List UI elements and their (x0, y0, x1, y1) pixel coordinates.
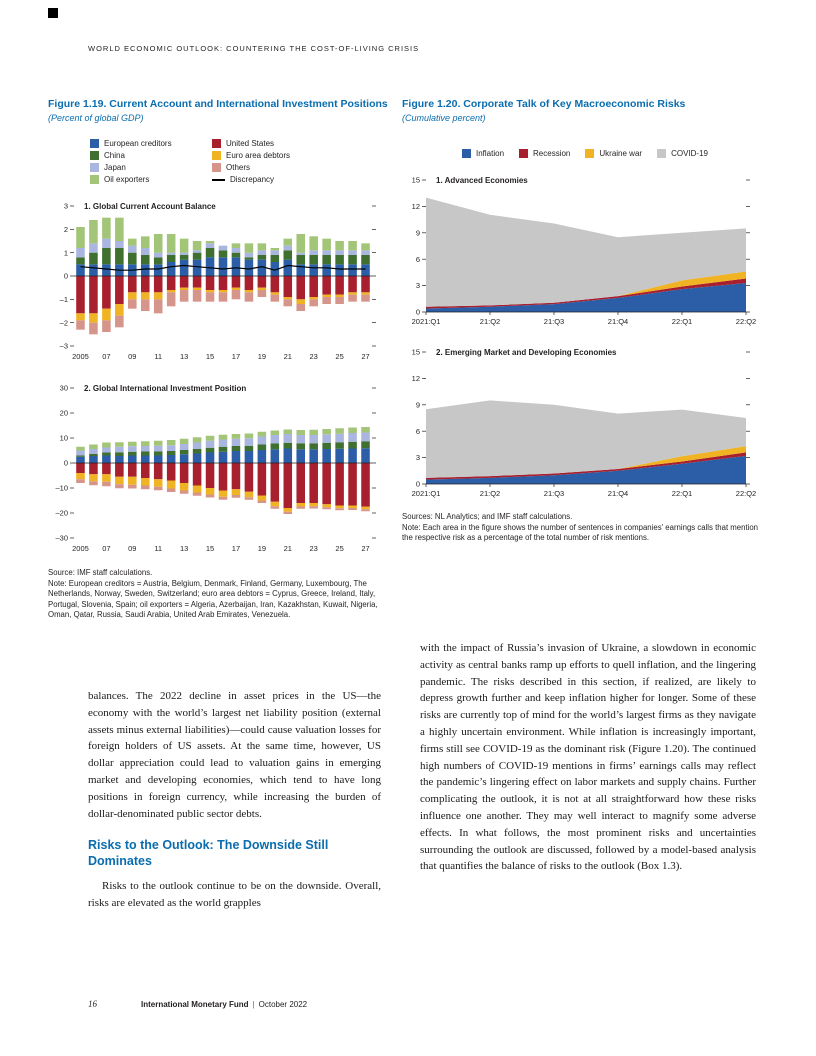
svg-text:0: 0 (63, 271, 68, 281)
svg-text:09: 09 (128, 544, 137, 553)
svg-text:0: 0 (63, 458, 68, 468)
svg-text:25: 25 (335, 352, 344, 361)
svg-text:–10: –10 (55, 483, 68, 493)
svg-text:20: 20 (59, 408, 68, 418)
svg-text:30: 30 (59, 383, 68, 393)
legend-item (212, 175, 344, 184)
color-swatch (657, 149, 666, 158)
svg-text:15: 15 (411, 175, 420, 185)
svg-text:2005: 2005 (72, 544, 89, 553)
x-labels (412, 312, 757, 326)
svg-text:22:Q1: 22:Q1 (671, 489, 693, 498)
svg-text:11: 11 (154, 352, 163, 361)
color-swatch (90, 163, 99, 172)
color-swatch (519, 149, 528, 158)
color-swatch (212, 139, 221, 148)
svg-text:07: 07 (102, 544, 111, 553)
x-labels (412, 484, 757, 498)
figure-1-19 (48, 98, 390, 621)
svg-text:0: 0 (415, 479, 420, 489)
svg-text:09: 09 (128, 352, 137, 361)
figure-1-19-source: Source: IMF staff calculations. (48, 568, 153, 577)
svg-text:27: 27 (361, 544, 370, 553)
running-head: WORLD ECONOMIC OUTLOOK: COUNTERING THE COST-OF-LIVING CRISIS (88, 44, 420, 53)
body-paragraph: balances. The 2022 decline in asset prices in the US—the economy with the world’s largest net liability position (external assets minus external liabilities)—could cause valuation losses for foreign holders of US assets. At the same time, however, US dollar appreciation could lead to valuation gains in emerging market and developing economies, which tend to have long positions in foreign currency, while increasing the burden of dollar-denominated public sector debts. (88, 690, 381, 820)
svg-text:–3: –3 (59, 341, 68, 351)
svg-text:17: 17 (231, 544, 241, 553)
svg-text:19: 19 (257, 544, 267, 553)
section-heading: Risks to the Outlook: The Downside Still Dominates (88, 838, 329, 868)
svg-text:27: 27 (361, 352, 370, 361)
svg-text:22:Q2: 22:Q2 (735, 489, 757, 498)
svg-text:9: 9 (415, 228, 420, 238)
color-swatch (212, 163, 221, 172)
print-corner-mark (48, 8, 58, 18)
svg-text:25: 25 (335, 544, 344, 553)
legend-label: United States (226, 139, 275, 148)
footer-separator: | (252, 1000, 255, 1009)
color-swatch (462, 149, 471, 158)
svg-text:07: 07 (102, 352, 111, 361)
svg-text:2005: 2005 (72, 352, 89, 361)
svg-text:22:Q1: 22:Q1 (671, 317, 693, 326)
figure-1-20-source: Sources: NL Analytics; and IMF staff calculations. (402, 512, 573, 521)
legend-label: European creditors (104, 139, 172, 148)
body-paragraph: Risks to the outlook continue to be on the downside. Overall, risks are elevated as the world grapples (88, 880, 381, 910)
x-labels (72, 352, 370, 361)
body-column-left (88, 688, 381, 912)
page-number: 16 (88, 999, 97, 1009)
svg-text:15: 15 (205, 544, 215, 553)
chart-global-current-account-balance (48, 196, 382, 364)
svg-text:23: 23 (309, 544, 318, 553)
chart-advanced-economies-risks (402, 170, 758, 328)
panel-title: 1. Global Current Account Balance (84, 202, 216, 211)
svg-text:21:Q3: 21:Q3 (543, 317, 565, 326)
svg-text:22:Q2: 22:Q2 (735, 317, 757, 326)
svg-text:2: 2 (63, 224, 68, 234)
svg-text:–2: –2 (59, 318, 68, 328)
svg-text:3: 3 (415, 281, 420, 291)
svg-text:6: 6 (415, 426, 420, 436)
svg-text:15: 15 (411, 347, 420, 357)
color-swatch (90, 139, 99, 148)
body-paragraph: with the impact of Russia’s invasion of Ukraine, a slowdown in economic activity as central banks ramp up efforts to quell inflation, and the lingering pandemic. The risks described in this section, if realized, are likely to depress growth further and keep inflation higher for longer. Some of these risks are currently top of mind for the world’s largest firms as they navigate a highly uncertain environment. While inflation is increasingly important, firms still see COVID-19 as the dominant risk (Figure 1.20). The continued high numbers of COVID-19 mentions in firms’ earnings calls may reflect the pandemic’s lingering effect on labor markets and supply chains. Further complicating the outlook, it is not at all straightforward how these risks influence one another. They may well interact to magnify some adverse effects. In what follows, the most prominent risks and uncertainties surrounding the outlook are discussed, followed by a model-based analysis that quantifies the balance of risks to the outlook (Box 1.3). (420, 642, 756, 873)
legend-label: COVID-19 (671, 149, 708, 158)
figure-1-20-title: Figure 1.20. Corporate Talk of Key Macroeconomic Risks (402, 98, 686, 110)
legend-label: Discrepancy (230, 175, 275, 184)
color-swatch (90, 175, 99, 184)
legend-item (212, 139, 344, 148)
panel-title: 1. Advanced Economies (436, 176, 528, 185)
figure-1-20-legend (402, 149, 768, 158)
legend-label: Oil exporters (104, 175, 150, 184)
page-footer (88, 999, 307, 1009)
svg-text:21: 21 (283, 352, 292, 361)
footer-date: October 2022 (258, 1000, 308, 1009)
figure-1-20-subtitle: (Cumulative percent) (402, 113, 486, 123)
color-swatch (90, 151, 99, 160)
legend-item (90, 175, 212, 184)
color-swatch (585, 149, 594, 158)
legend-label: Inflation (476, 149, 505, 158)
legend-label: Others (226, 163, 251, 172)
stacked-areas (426, 198, 746, 312)
svg-text:17: 17 (231, 352, 241, 361)
svg-text:12: 12 (411, 202, 420, 211)
svg-text:1: 1 (63, 248, 68, 258)
figure-1-19-notes (48, 568, 390, 621)
legend-label: Ukraine war (599, 149, 643, 158)
legend-item (585, 149, 642, 158)
stacked-areas (426, 400, 746, 484)
legend-item (212, 151, 344, 160)
svg-text:–30: –30 (55, 533, 68, 543)
legend-item (519, 149, 570, 158)
figure-1-20-note: Note: Each area in the figure shows the number of sentences in companies' earnings calls that mention the respective risk as a percentage of the total number of risk mentions. (402, 522, 759, 543)
legend-item (657, 149, 708, 158)
figure-1-20-notes (402, 512, 768, 544)
svg-text:9: 9 (415, 400, 420, 410)
x-labels (72, 544, 370, 553)
svg-text:21:Q4: 21:Q4 (607, 317, 629, 326)
line-swatch (212, 179, 225, 181)
svg-text:10: 10 (59, 433, 68, 443)
svg-text:–20: –20 (55, 508, 68, 518)
svg-text:13: 13 (179, 544, 189, 553)
svg-text:21:Q4: 21:Q4 (607, 489, 629, 498)
svg-text:0: 0 (415, 307, 420, 317)
figure-1-19-title: Figure 1.19. Current Account and International Investment Positions (48, 98, 388, 110)
svg-text:21: 21 (283, 544, 292, 553)
legend-item (90, 151, 212, 160)
svg-text:2021:Q1: 2021:Q1 (411, 317, 441, 326)
svg-text:21:Q2: 21:Q2 (479, 489, 501, 498)
svg-text:12: 12 (411, 374, 420, 383)
svg-text:3: 3 (63, 201, 68, 211)
svg-text:3: 3 (415, 453, 420, 463)
panel-title: 2. Emerging Market and Developing Economies (436, 348, 617, 357)
body-column-right (420, 640, 756, 875)
svg-text:13: 13 (179, 352, 189, 361)
legend-label: Euro area debtors (226, 151, 291, 160)
figure-1-19-legend (90, 139, 390, 184)
svg-text:15: 15 (205, 352, 215, 361)
svg-text:6: 6 (415, 254, 420, 264)
legend-item (462, 149, 504, 158)
svg-text:19: 19 (257, 352, 267, 361)
legend-item (90, 163, 212, 172)
panel-title: 2. Global International Investment Position (84, 384, 247, 393)
chart-emde-risks (402, 342, 758, 500)
figure-1-19-note: Note: European creditors = Austria, Belgium, Denmark, Finland, Germany, Luxembourg, The Netherlands, Norway, Sweden, Switzerland; euro area debtors = Cyprus, Greece, Ireland, Italy, Portugal, Slovenia, Spain; oil exporters = Algeria, Azerbaijan, Iran, Kazakhstan, Kuwait, Nigeria, Oman, Qatar, Russia, Saudi Arabia, United Arab Emirates, Venezuela. (48, 578, 378, 620)
svg-text:23: 23 (309, 352, 318, 361)
stacked-bars (76, 427, 370, 514)
legend-item (90, 139, 212, 148)
svg-text:–1: –1 (59, 294, 68, 304)
color-swatch (212, 151, 221, 160)
figure-1-19-subtitle: (Percent of global GDP) (48, 113, 144, 123)
svg-text:21:Q2: 21:Q2 (479, 317, 501, 326)
footer-organization: International Monetary Fund (141, 1000, 249, 1009)
legend-label: China (104, 151, 125, 160)
svg-text:21:Q3: 21:Q3 (543, 489, 565, 498)
svg-text:11: 11 (154, 544, 163, 553)
chart-global-international-investment-position (48, 378, 382, 556)
figure-1-20 (402, 98, 768, 544)
legend-label: Japan (104, 163, 126, 172)
legend-item (212, 163, 344, 172)
legend-label: Recession (533, 149, 571, 158)
svg-text:2021:Q1: 2021:Q1 (411, 489, 441, 498)
